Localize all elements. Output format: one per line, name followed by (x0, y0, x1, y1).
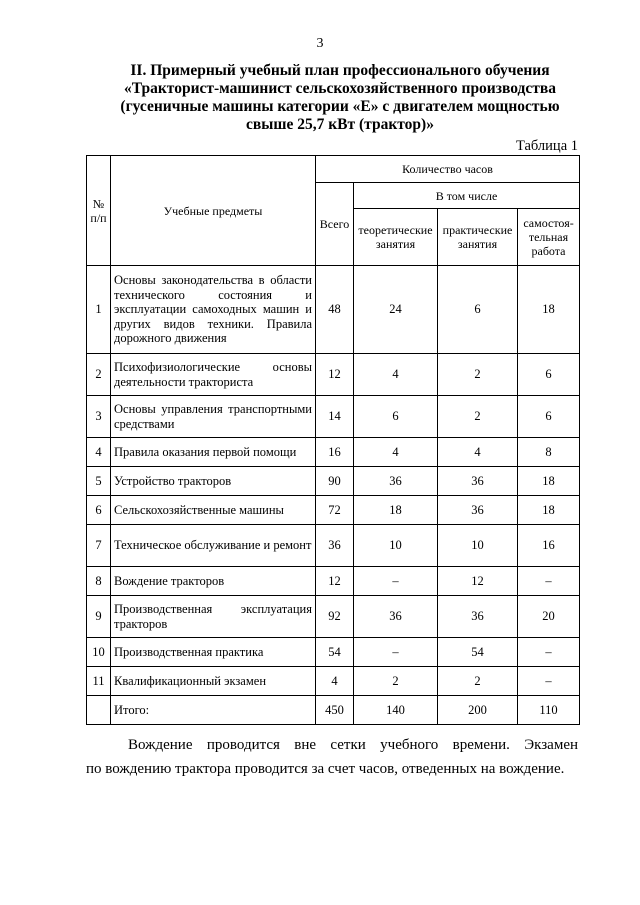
header-subjects: Учебные предметы (111, 156, 316, 266)
row-self: 16 (518, 525, 580, 567)
row-self: 18 (518, 266, 580, 354)
footnote-line: по вождению трактора проводится за счет часов, отведенных на вождение. (86, 761, 565, 777)
row-total: 36 (316, 525, 354, 567)
table-row (87, 525, 580, 567)
row-subject: Основы управления транспортными средствами (111, 396, 316, 438)
header-including: В том числе (354, 183, 580, 209)
table-row (87, 567, 580, 596)
row-num: 11 (87, 667, 111, 696)
footnote-line: Вождение проводится вне сетки учебного времени. Экзамен (128, 737, 578, 753)
row-theory: 2 (354, 667, 438, 696)
row-total: 54 (316, 638, 354, 667)
header-practice: практические занятия (438, 209, 518, 266)
row-num: 3 (87, 396, 111, 438)
row-total: 12 (316, 567, 354, 596)
row-practice: 54 (438, 638, 518, 667)
table-row (87, 354, 580, 396)
row-subject: Правила оказания первой помощи (111, 438, 316, 467)
row-num: 6 (87, 496, 111, 525)
row-theory: 36 (354, 467, 438, 496)
row-practice: 12 (438, 567, 518, 596)
row-total: 72 (316, 496, 354, 525)
title-line: II. Примерный учебный план профессионального обучения (130, 62, 550, 79)
header-total: Всего (316, 183, 354, 266)
row-theory: – (354, 638, 438, 667)
table-row (87, 596, 580, 638)
row-theory: – (354, 567, 438, 596)
row-practice: 36 (438, 596, 518, 638)
row-self: 6 (518, 396, 580, 438)
row-practice: 200 (438, 696, 518, 725)
row-theory: 10 (354, 525, 438, 567)
row-subject: Техническое обслуживание и ремонт (111, 525, 316, 567)
row-theory: 36 (354, 596, 438, 638)
row-theory: 4 (354, 354, 438, 396)
row-practice: 2 (438, 354, 518, 396)
row-total: 450 (316, 696, 354, 725)
row-self: – (518, 567, 580, 596)
row-self: 110 (518, 696, 580, 725)
table-row (87, 667, 580, 696)
row-total: 12 (316, 354, 354, 396)
footnote (86, 733, 578, 781)
row-subject: Квалификационный экзамен (111, 667, 316, 696)
row-practice: 6 (438, 266, 518, 354)
row-subject: Психофизиологические основы деятельности тракториста (111, 354, 316, 396)
table-row (87, 396, 580, 438)
table-row (87, 467, 580, 496)
table-label: Таблица 1 (515, 138, 578, 154)
table-row (87, 496, 580, 525)
row-practice: 2 (438, 667, 518, 696)
row-subject: Итого: (111, 696, 316, 725)
row-subject: Производственная практика (111, 638, 316, 667)
table-row-total (87, 696, 580, 725)
row-subject: Основы законодательства в области технического состояния и эксплуатации самоходных машин и других видов техники. Правила дорожного движения (111, 266, 316, 354)
row-theory: 24 (354, 266, 438, 354)
header-theory: теоретические занятия (354, 209, 438, 266)
row-self: 18 (518, 467, 580, 496)
row-subject: Вождение тракторов (111, 567, 316, 596)
row-theory: 4 (354, 438, 438, 467)
row-num: 2 (87, 354, 111, 396)
row-self: 8 (518, 438, 580, 467)
row-total: 90 (316, 467, 354, 496)
title-line: «Тракторист-машинист сельскохозяйственного производства (124, 80, 556, 97)
row-num: 9 (87, 596, 111, 638)
row-subject: Устройство тракторов (111, 467, 316, 496)
row-num: 10 (87, 638, 111, 667)
row-practice: 36 (438, 467, 518, 496)
title-line: (гусеничные машины категории «Е» с двигателем мощностью (120, 98, 560, 115)
table-row (87, 266, 580, 354)
header-hours: Количество часов (316, 156, 580, 183)
document-title (70, 62, 610, 134)
header-num: № п/п (87, 156, 111, 266)
row-num: 7 (87, 525, 111, 567)
row-total: 14 (316, 396, 354, 438)
row-theory: 140 (354, 696, 438, 725)
row-theory: 6 (354, 396, 438, 438)
table-row (87, 638, 580, 667)
row-total: 48 (316, 266, 354, 354)
row-num: 4 (87, 438, 111, 467)
row-num: 8 (87, 567, 111, 596)
row-subject: Сельскохозяйственные машины (111, 496, 316, 525)
page-number: 3 (316, 36, 324, 51)
row-practice: 10 (438, 525, 518, 567)
row-num: 1 (87, 266, 111, 354)
row-self: – (518, 638, 580, 667)
row-practice: 2 (438, 396, 518, 438)
row-theory: 18 (354, 496, 438, 525)
title-line: свыше 25,7 кВт (трактор)» (246, 116, 434, 133)
row-self: – (518, 667, 580, 696)
row-num (87, 696, 111, 725)
row-subject: Производственная эксплуатация тракторов (111, 596, 316, 638)
row-total: 4 (316, 667, 354, 696)
header-self: самостоя-тельная работа (518, 209, 580, 266)
row-total: 92 (316, 596, 354, 638)
row-self: 20 (518, 596, 580, 638)
row-practice: 4 (438, 438, 518, 467)
curriculum-table (86, 155, 580, 725)
row-self: 18 (518, 496, 580, 525)
row-self: 6 (518, 354, 580, 396)
row-practice: 36 (438, 496, 518, 525)
table-row (87, 438, 580, 467)
row-total: 16 (316, 438, 354, 467)
row-num: 5 (87, 467, 111, 496)
